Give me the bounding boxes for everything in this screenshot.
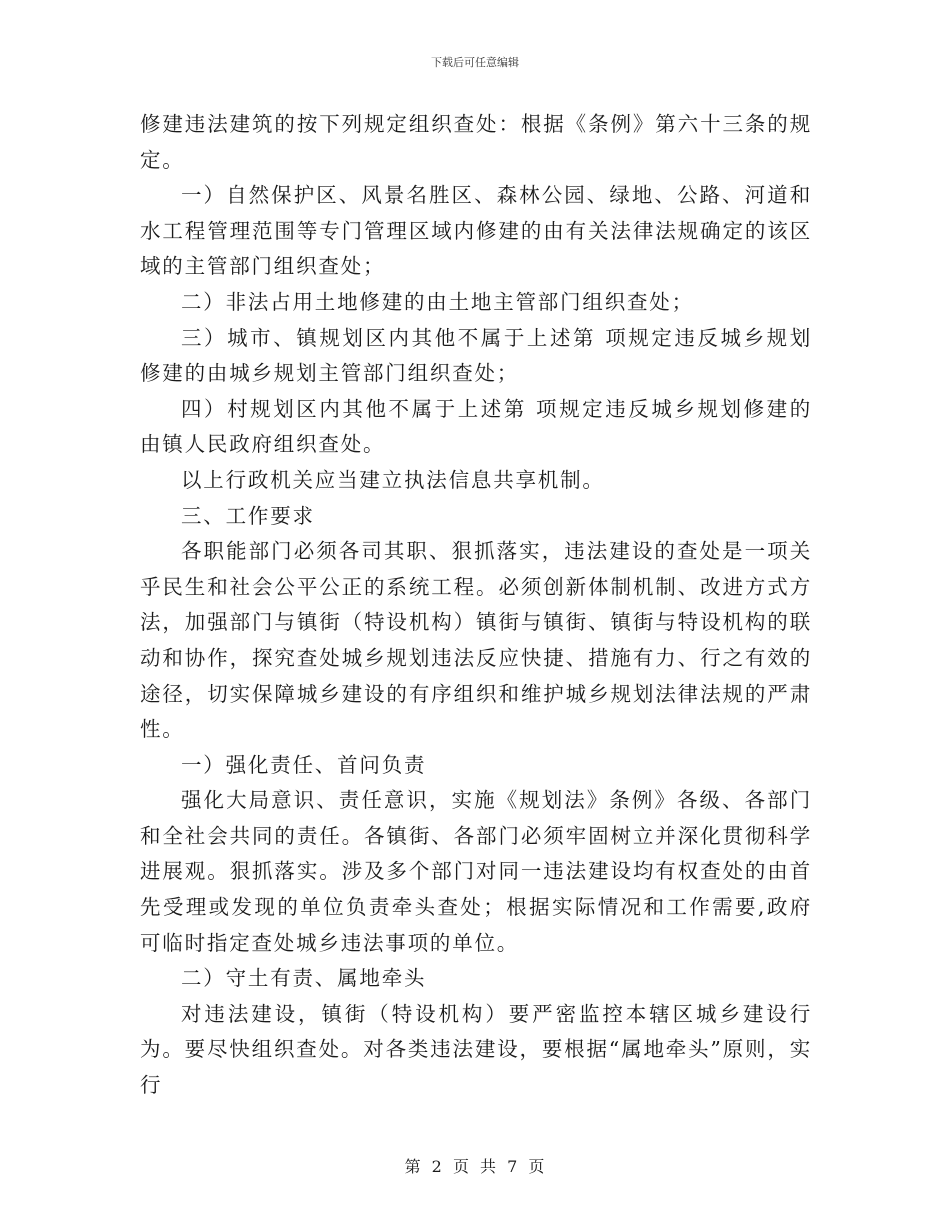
page-header: 下载后可任意编辑 [431, 56, 519, 69]
document-body [140, 107, 812, 1104]
paragraph-2: 一）自然保护区、风景名胜区、森林公园、绿地、公路、河道和水工程管理范围等专门管理区域内修建的由有关法律法规确定的该区域的主管部门组织查处； [140, 183, 812, 279]
paragraph-6: 以上行政机关应当建立执法信息共享机制。 [181, 467, 605, 492]
section-heading-work-requirements: 三、工作要求 [181, 503, 315, 528]
paragraph-10: 强化大局意识、责任意识，实施《规划法》条例》各级、各部门和全社会共同的责任。各镇街、各部门必须牢固树立并深化贯彻科学进展观。狠抓落实。涉及多个部门对同一违法建设均有权查处的由首先受理或发现的单位负责牵头查处；根据实际情况和工作需要,政府可临时指定查处城乡违法事项的单位。 [140, 788, 812, 955]
paragraph-5: 四）村规划区内其他不属于上述第 项规定违反城乡规划修建的由镇人民政府组织查处。 [140, 396, 812, 457]
paragraph-3: 二）非法占用土地修建的由土地主管部门组织查处； [181, 289, 694, 314]
paragraph-12: 对违法建设，镇街（特设机构）要严密监控本辖区城乡建设行为。要尽快组织查处。对各类违法建设，要根据“属地牵头”原则，实行 [140, 1001, 812, 1098]
paragraph-1: 修建违法建筑的按下列规定组织查处：根据《条例》第六十三条的规定。 [140, 112, 812, 172]
paragraph-4: 三）城市、镇规划区内其他不属于上述第 项规定违反城乡规划修建的由城乡规划主管部门组织查处； [140, 325, 812, 386]
page-footer: 第 2 页 共 7 页 [404, 1157, 546, 1176]
paragraph-8: 各职能部门必须各司其职、狠抓落实，违法建设的查处是一项关乎民生和社会公平公正的系统工程。必须创新体制机制、改进方式方法，加强部门与镇街（特设机构）镇街与镇街、镇街与特设机构的联动和协作，探究查处城乡规划违法反应快捷、措施有力、行之有效的途径，切实保障城乡建设的有序组织和维护城乡规划法律法规的严肃性。 [140, 539, 812, 742]
subheading-territorial: 二）守土有责、属地牵头 [181, 966, 427, 991]
subheading-responsibility: 一）强化责任、首问负责 [181, 752, 427, 777]
